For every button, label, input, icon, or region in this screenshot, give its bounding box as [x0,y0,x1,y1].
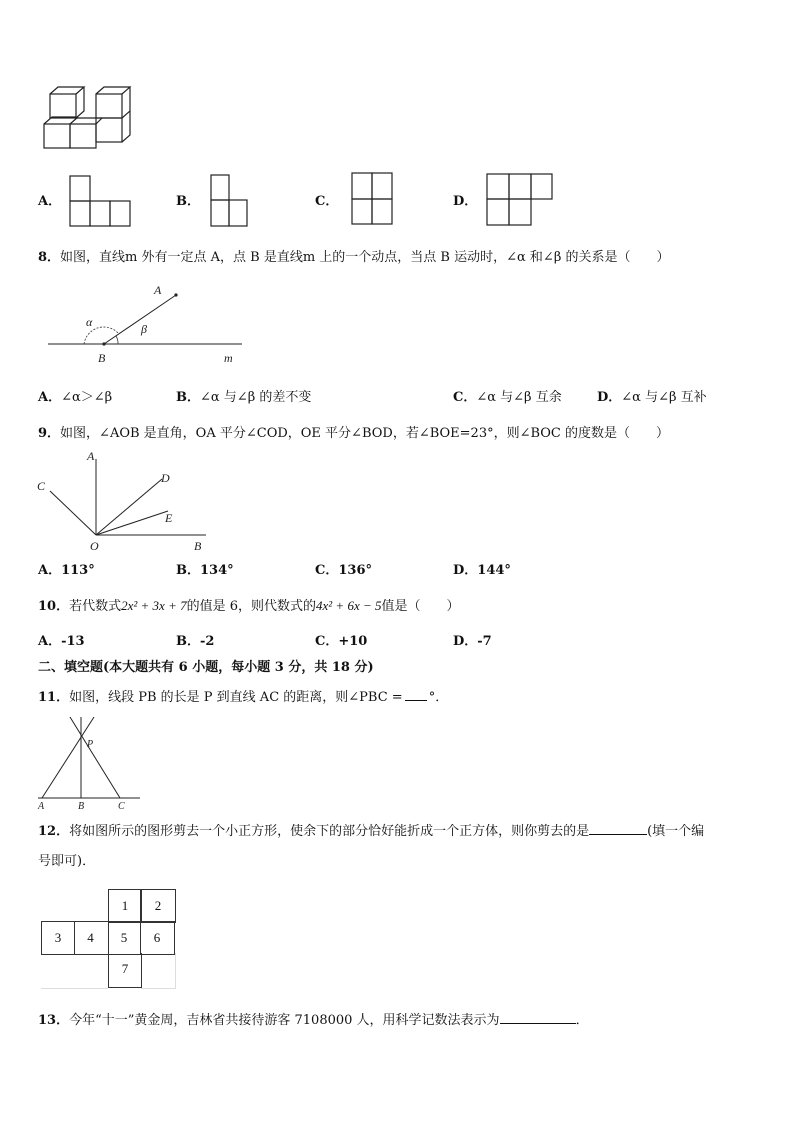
cube-stack-figure [40,84,135,150]
q10-option-b[interactable]: B．-2 [176,634,215,649]
q7-option-c[interactable]: C． [315,194,339,209]
q8-label-alpha: α [86,315,93,329]
q8-option-b[interactable]: B．∠α 与∠β 的差不变 [176,390,312,405]
q12-number: 12． [38,824,70,839]
q12-text: 将如图所示的图形剪去一个小正方形，使余下的部分恰好能折成一个正方体，则你剪去的是 [69,824,590,839]
q10-number: 10． [38,599,70,614]
q7-option-b[interactable]: B． [176,194,200,209]
q12-grid-faint-outline-right [141,953,176,989]
q9-label-e: E [165,511,173,525]
q10-stem [38,596,460,617]
q7-option-d-figure [486,173,554,227]
q11-number: 11． [38,690,70,705]
q7-option-a[interactable]: A． [38,194,62,209]
q10-expression-1: 2x² + 3x + 7 [121,598,187,613]
q7-option-a-figure [69,175,131,227]
q12-cell-1: 1 [108,889,142,923]
q10-expression-2: 4x² + 6x − 5 [316,598,382,613]
q12-cell-7: 7 [108,953,142,988]
q10-text-after: 值是（ ） [381,599,460,614]
q8-number: 8． [38,250,61,265]
q13-number: 13． [38,1013,70,1028]
q8-stem [38,248,669,268]
q9-option-d[interactable]: D．144° [453,563,511,578]
q13-text-after: ． [575,1013,589,1028]
q9-label-b: B [194,539,202,553]
q9-label-a: A [87,449,95,463]
q10-option-c[interactable]: C．+10 [315,634,368,649]
q12-cell-3: 3 [41,921,75,955]
q11-answer-blank[interactable] [405,686,427,701]
q12-grid-faint-outline [41,953,108,989]
q10-text-mid: 的值是 6，则代数式的 [186,599,316,614]
q8-option-a[interactable]: A．∠α＞∠β [38,390,113,405]
q7-option-c-figure [351,172,395,226]
q8-label-beta: β [141,322,147,336]
q11-stem [38,686,448,708]
q10-text-before: 若代数式 [69,599,122,614]
q13-stem [38,1009,589,1031]
q9-text: 如图，∠AOB 是直角，OA 平分∠COD，OE 平分∠BOD，若∠BOE=23°，则∠BOC 的度数是（ ） [60,426,670,441]
q11-label-b: B [78,801,85,812]
q9-number: 9． [38,426,61,441]
q10-option-d[interactable]: D．-7 [453,634,492,649]
q8-label-a: A [154,283,162,297]
q9-option-b[interactable]: B．134° [176,563,234,578]
q10-option-a[interactable]: A．-13 [38,634,85,649]
q11-label-c: C [118,801,125,812]
q9-label-o: O [90,539,99,553]
q9-option-c[interactable]: C．136° [315,563,372,578]
q8-text: 如图，直线m 外有一定点 A，点 B 是直线m 上的一个动点，当点 B 运动时，∠α 和∠β 的关系是（ ） [60,250,670,265]
q11-figure [36,713,144,811]
q11-label-p: P [87,739,94,750]
q9-stem [38,424,669,444]
q11-text-after: °． [428,690,449,705]
q8-label-m: m [224,351,233,365]
q8-option-d[interactable]: D．∠α 与∠β 互补 [597,390,707,405]
q8-label-b: B [98,351,106,365]
section-2-title: 二、填空题(本大题共有 6 小题，每小题 3 分，共 18 分) [38,660,374,675]
q12-cell-6: 6 [140,921,175,955]
q12-stem-line-1 [38,820,704,842]
q11-text: 如图，线段 PB 的长是 P 到直线 AC 的距离，则∠PBC = [69,690,403,705]
q12-cell-2: 2 [140,889,176,923]
q9-figure [34,447,212,555]
q7-option-d[interactable]: D． [453,194,478,209]
q9-label-c: C [37,479,46,493]
q13-answer-blank[interactable] [500,1009,576,1024]
q13-text: 今年“十一”黄金周，吉林省共接待游客 7108000 人，用科学记数法表示为 [69,1013,500,1028]
q8-figure [46,282,246,367]
q11-label-a: A [38,801,45,812]
q7-option-b-figure [210,174,250,228]
q12-cell-4: 4 [73,921,109,955]
q9-option-a[interactable]: A．113° [38,563,95,578]
q12-text-after: (填一个编 [647,824,705,839]
q12-answer-blank[interactable] [589,820,647,835]
q12-stem-line-2: 号即可)． [38,854,96,869]
q9-label-d: D [161,471,170,485]
q8-option-c[interactable]: C．∠α 与∠β 互余 [453,390,562,405]
q12-cell-5: 5 [108,921,141,955]
